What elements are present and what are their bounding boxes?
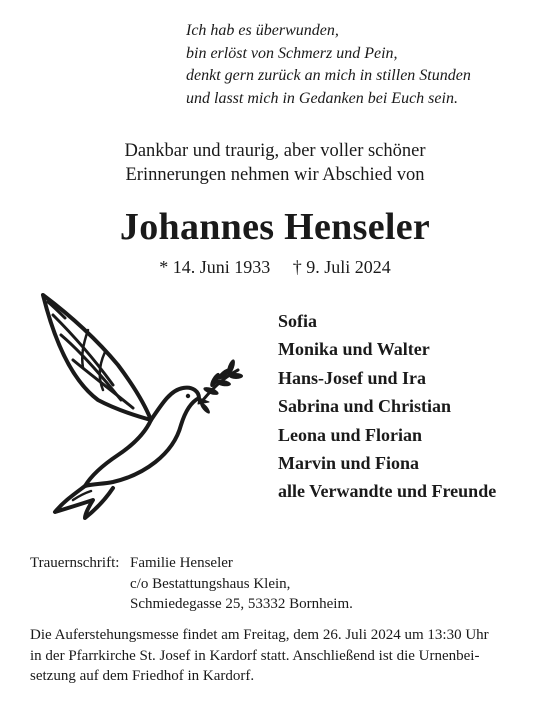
address-line: Schmiedegasse 25, 53332 Bornheim. — [130, 596, 353, 612]
mourner-entry: Marvin und Fiona — [278, 453, 420, 474]
poem — [186, 20, 471, 110]
poem-line: und lasst mich in Gedanken bei Euch sein. — [186, 89, 458, 107]
address-label: Trauernschrift: — [30, 555, 120, 571]
mourner-entry: Leona und Florian — [278, 424, 423, 445]
mourners-list — [278, 307, 496, 506]
service-line: in der Pfarrkirche St. Josef in Kardorf statt. Anschließend ist die Urnenbei- — [30, 647, 480, 664]
intro-line: Erinnerungen nehmen wir Abschied von — [125, 165, 425, 185]
poem-line: denkt gern zurück an mich in stillen Stunden — [186, 67, 471, 84]
death-date: † 9. Juli 2024 — [292, 257, 391, 277]
mourner-entry: Sofia — [278, 311, 318, 331]
address-line: Familie Henseler — [130, 555, 233, 571]
mourner-entry: Monika und Walter — [278, 339, 430, 360]
service-info — [30, 625, 530, 687]
intro-line: Dankbar und traurig, aber voller schöner — [124, 141, 426, 161]
condolence-address — [30, 553, 353, 615]
service-line: Die Auferstehungsmesse findet am Freitag, dem 26. Juli 2024 um 13:30 Uhr — [30, 627, 489, 643]
birth-date: * 14. Juni 1933 — [159, 257, 271, 277]
dove-icon — [33, 290, 243, 520]
service-line: setzung auf dem Friedhof in Kardorf. — [30, 668, 255, 684]
deceased-name: Johannes Henseler — [119, 206, 431, 248]
address-line: c/o Bestattungshaus Klein, — [130, 575, 291, 592]
mourner-entry: Sabrina und Christian — [278, 396, 452, 417]
mourner-entry: Hans-Josef und Ira — [278, 367, 427, 388]
poem-line: bin erlöst von Schmerz und Pein, — [186, 44, 398, 62]
poem-line: Ich hab es überwunden, — [186, 22, 339, 39]
life-dates — [0, 257, 550, 278]
mourner-entry: alle Verwandte und Freunde — [278, 481, 497, 502]
intro-text — [0, 139, 550, 187]
